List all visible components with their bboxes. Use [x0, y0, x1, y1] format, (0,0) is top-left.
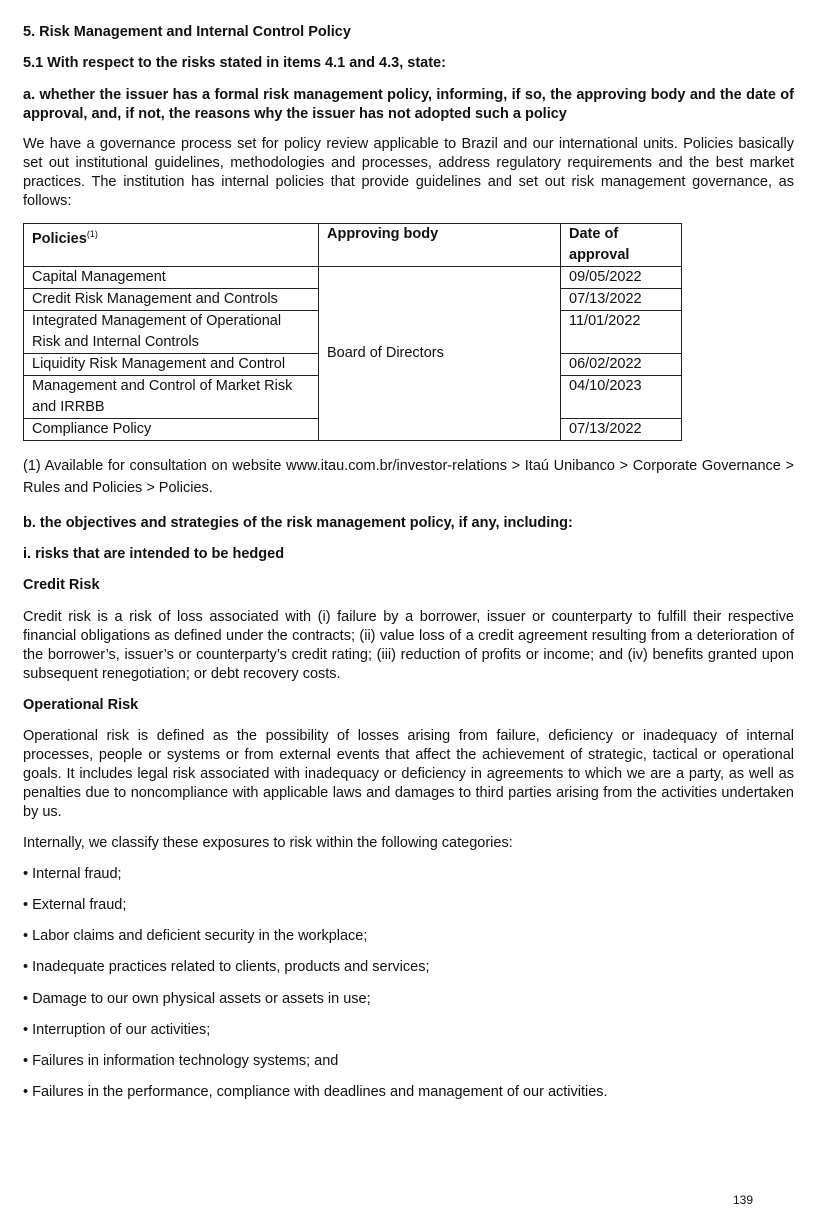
approval-date: 07/13/2022: [561, 289, 682, 311]
table-header-row: [24, 224, 682, 267]
approval-date: 04/10/2023: [561, 376, 682, 419]
item-a-heading: a. whether the issuer has a formal risk management policy, informing, if so, the approving body and the date of approval, and, if not, the reasons why the issuer has not adopted such a policy: [23, 87, 794, 122]
subsection-title: 5.1 With respect to the risks stated in items 4.1 and 4.3, state:: [23, 55, 446, 71]
item-b-heading: b. the objectives and strategies of the risk management policy, if any, including:: [23, 515, 573, 531]
item-b-i-heading: i. risks that are intended to be hedged: [23, 546, 285, 562]
policies-table: [23, 223, 682, 441]
categories-intro: Internally, we classify these exposures to risk within the following categories:: [23, 835, 513, 851]
header-policies: Policies$^{(1)}$: [24, 224, 319, 267]
list-item: • Inadequate practices related to clients, products and services;: [23, 959, 430, 975]
approval-date: 06/02/2022: [561, 354, 682, 376]
page-number: 139: [733, 1193, 754, 1207]
list-item: • Interruption of our activities;: [23, 1022, 211, 1038]
approval-date: 07/13/2022: [561, 419, 682, 441]
policy-name: Compliance Policy: [24, 419, 319, 441]
credit-risk-paragraph: Credit risk is a risk of loss associated with (i) failure by a borrower, issuer or counterparty to fulfill their respective financial obligations as defined under the contracts; (ii) value loss of a credit agreement resulting from a deterioration of the borrower’s, issuer’s or counterparty’s credit rating; (iii) reduction of profits or income; and (iv) benefits granted upon subsequent renegotiation; or debt recovery costs.: [23, 609, 794, 682]
approval-date: 11/01/2022: [561, 311, 682, 354]
approving-body-cell: Board of Directors: [319, 267, 561, 441]
list-item: • Labor claims and deficient security in the workplace;: [23, 928, 368, 944]
policy-name: Liquidity Risk Management and Control: [24, 354, 319, 376]
header-date-of-approval: Date of approval: [561, 224, 682, 267]
section-title: 5. Risk Management and Internal Control Policy: [23, 24, 351, 40]
operational-risk-paragraph: Operational risk is defined as the possibility of losses arising from failure, deficiency or inadequacy of internal processes, people or systems or from external events that affect the achievement of strategic, tactical or operational goals. It includes legal risk associated with inadequacy or deficiency in agreements to which we are a party, as well as penalties due to noncompliance with applicable laws and damages to third parties arising from the activities undertaken by us.: [23, 728, 794, 820]
list-item: • External fraud;: [23, 897, 127, 913]
footnote-ref: (1): [86, 229, 98, 239]
list-item: • Internal fraud;: [23, 866, 122, 882]
intro-paragraph: We have a governance process set for policy review applicable to Brazil and our international units. Policies basically set out institutional guidelines, methodologies and processes, address regulatory requirements and the best market practices. The institution has internal policies that provide guidelines and set out risk management governance, as follows:: [23, 136, 794, 209]
policy-name: Management and Control of Market Risk and IRRBB: [24, 376, 319, 419]
header-approving-body: Approving body: [319, 224, 561, 267]
policy-name: Integrated Management of Operational Risk and Internal Controls: [24, 311, 319, 354]
policy-name: Credit Risk Management and Controls: [24, 289, 319, 311]
operational-risk-heading: Operational Risk: [23, 697, 139, 713]
list-item: • Failures in the performance, compliance with deadlines and management of our activities.: [23, 1084, 608, 1100]
approval-date: 09/05/2022: [561, 267, 682, 289]
table-footnote: (1) Available for consultation on website www.itau.com.br/investor-relations > Itaú Unibanco > Corporate Governance > Rules and Policies > Policies.: [23, 457, 794, 496]
list-item: • Damage to our own physical assets or assets in use;: [23, 991, 371, 1007]
policy-name: Capital Management: [24, 267, 319, 289]
credit-risk-heading: Credit Risk: [23, 577, 100, 593]
list-item: • Failures in information technology systems; and: [23, 1053, 339, 1069]
table-row: [24, 267, 682, 289]
